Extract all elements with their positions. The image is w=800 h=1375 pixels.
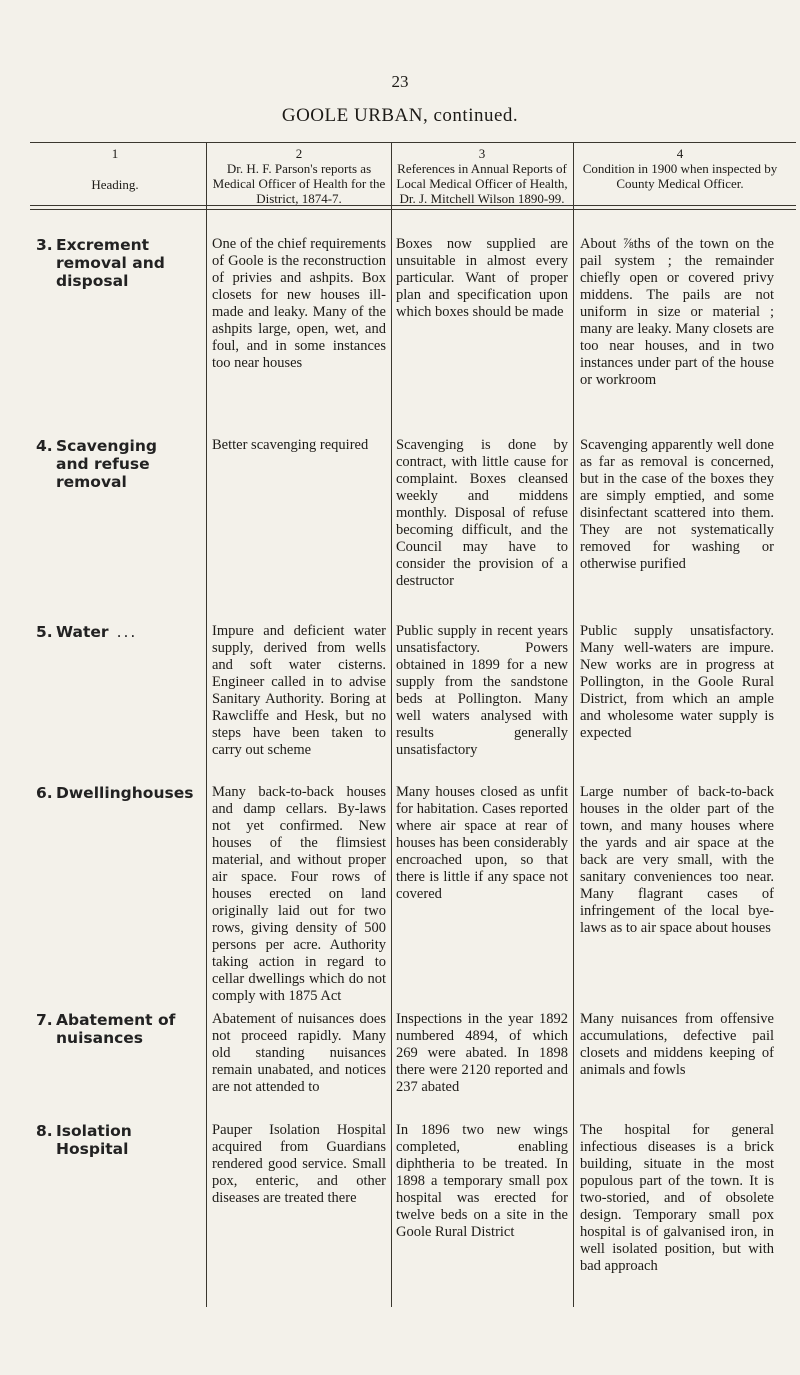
column-label-2: Dr. H. F. Parson's reports as Medical Officer of Health for the District, 1874-7.	[212, 161, 386, 206]
row-number: 8.	[36, 1122, 53, 1140]
column-number-3: 3	[478, 146, 486, 161]
col2-cell: Many back-to-back houses and damp cellars. By-laws not yet confirmed. New houses of the flimsiest material, and without proper air space. Four rows of houses erected on land originally laid out for two rows, giving density of 500 persons per acre. Authority taking action in regard to cellar dwellings which do not comply with 1875 Act	[212, 784, 386, 1004]
row-number: 4.	[36, 437, 53, 455]
col4-cell: Public supply unsatisfactory. Many well-waters are impure. New works are in progress at Pollington, in the Goole Rural District, from which an ample and wholesome water supply is expected	[580, 623, 774, 741]
col2-cell: One of the chief requirements of Goole is the reconstruction of privies and ashpits. Box closets for new houses ill-made and leaky. Many of the ashpits large, open, wet, and foul, and in some instances too near houses	[212, 236, 386, 371]
column-number-2: 2	[295, 146, 303, 161]
row-heading	[36, 1011, 206, 1047]
row-heading-line1: Excrement	[56, 236, 150, 254]
col3-cell: In 1896 two new wings completed, enabling diphtheria to be treated. In 1898 a temporary small pox hospital was erected for twelve beds on a site in the Goole Rural District	[396, 1122, 568, 1240]
row-heading-line1: Isolation	[56, 1122, 132, 1140]
leader-dots: ...	[116, 623, 138, 641]
header-bottom-rule-2	[30, 209, 796, 210]
col3-cell: Inspections in the year 1892 numbered 4894, of which 269 were abated. In 1898 there were 2120 reported and 237 abated	[396, 1011, 568, 1095]
row-heading	[36, 1122, 206, 1158]
row-heading-line1: Scavenging	[56, 437, 157, 455]
col2-cell: Impure and deficient water supply, derived from wells and soft water cisterns. Engineer called in to advise Sanitary Authority. Boring at Rawcliffe and Hesk, but no steps have been taken to carry out scheme	[212, 623, 386, 758]
row-number: 5.	[36, 623, 53, 641]
row-heading-line2: and refuse removal	[56, 455, 150, 491]
table-top-rule	[30, 142, 796, 143]
col3-cell: Many houses closed as unfit for habitation. Cases reported where air space at rear of houses has been considerably encroached upon, so that there is little if any space not covered	[396, 784, 568, 902]
row-heading	[36, 784, 206, 802]
col2-cell: Better scavenging required	[212, 437, 369, 453]
col2-cell: Abatement of nuisances does not proceed rapidly. Many old standing nuisances remain unabated, and notices are not attended to	[212, 1011, 386, 1095]
column-header-4	[580, 146, 780, 191]
col3-cell: Public supply in recent years unsatisfactory. Powers obtained in 1899 for a new supply from the sandstone beds at Pollington. Many well waters analysed with results generally unsatisfactory	[396, 623, 568, 758]
row-number: 6.	[36, 784, 53, 802]
column-divider-2	[391, 142, 392, 1307]
column-divider-3	[573, 142, 574, 1307]
col4-cell: The hospital for general infectious diseases is a brick building, situate in the most populous part of the town. It is two-storied, and of obsolete design. Temporary small pox hospital is of galvanised iron, in well isolated position, but with bad approach	[580, 1122, 774, 1274]
row-heading-line1: Water	[56, 623, 109, 641]
row-heading-line1: Abatement of	[56, 1011, 176, 1029]
column-header-2	[210, 146, 388, 206]
col4-cell: Many nuisances from offensive accumulations, defective pail closets and middens keeping of animals and fowls	[580, 1011, 774, 1078]
row-heading	[36, 437, 206, 491]
col2-cell: Pauper Isolation Hospital acquired from Guardians rendered good service. Small pox, enteric, and other diseases are treated there	[212, 1122, 386, 1206]
page-title: GOOLE URBAN, continued.	[281, 105, 519, 126]
row-number: 3.	[36, 236, 53, 254]
row-heading-line2: removal and disposal	[56, 254, 165, 290]
row-number: 7.	[36, 1011, 53, 1029]
column-header-3	[394, 146, 570, 206]
row-heading-line2: Hospital	[56, 1140, 129, 1158]
col4-cell: About ⅞ths of the town on the pail system ; the remainder chiefly open or covered privy middens. The pails are not uniform in size or material ; many are leaky. Many closets are too near houses, and in two instances under part of the house or workroom	[580, 236, 774, 388]
column-number-4: 4	[676, 146, 684, 161]
col4-cell: Large number of back-to-back houses in the older part of the town, and many houses where the yards and air space at the back are very small, with the sanitary conveniences too near. Many flagrant cases of infringement of the local bye-laws as to air space about houses	[580, 784, 774, 936]
column-divider-1	[206, 142, 207, 1307]
row-heading	[36, 623, 206, 641]
page-number: 23	[391, 72, 409, 91]
column-label-1: Heading.	[91, 177, 139, 192]
column-number-1: 1	[111, 146, 119, 161]
col3-cell: Boxes now supplied are unsuitable in almost every particular. Want of proper plan and specification upon which boxes should be made	[396, 236, 568, 320]
row-heading-line2: nuisances	[56, 1029, 144, 1047]
column-header-1	[30, 146, 200, 192]
column-label-4: Condition in 1900 when inspected by County Medical Officer.	[582, 161, 778, 191]
row-heading-line1: Dwellinghouses	[56, 784, 194, 802]
col3-cell: Scavenging is done by contract, with little cause for complaint. Boxes cleansed weekly and middens monthly. Disposal of refuse becoming difficult, and the Council may have to consider the provision of a destructor	[396, 437, 568, 589]
column-label-3: References in Annual Reports of Local Medical Officer of Health, Dr. J. Mitchell Wilson 1890-99.	[396, 161, 568, 206]
col4-cell: Scavenging apparently well done as far as removal is concerned, but in the case of the boxes they are simply emptied, and some disinfectant scattered into them. They are not systematically removed for washing or otherwise purified	[580, 437, 774, 572]
row-heading	[36, 236, 206, 290]
